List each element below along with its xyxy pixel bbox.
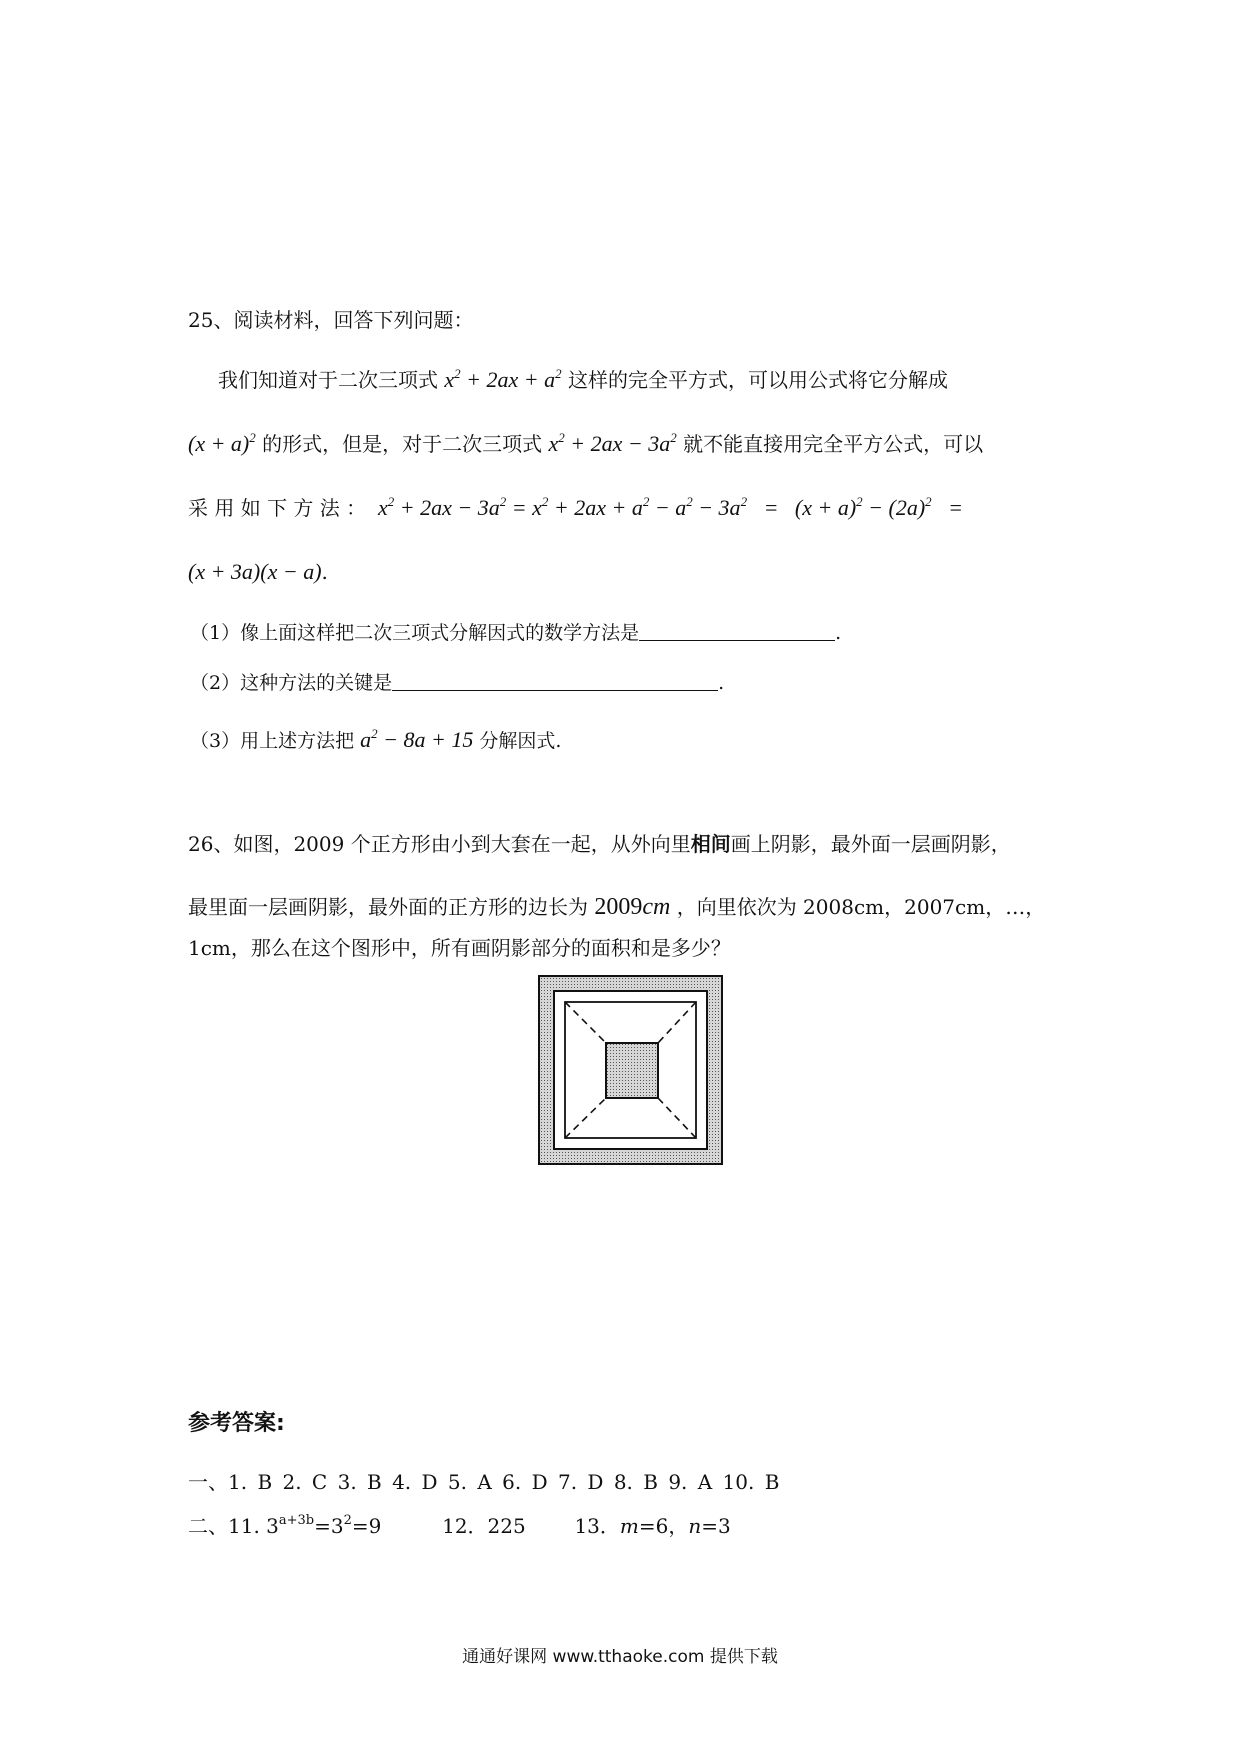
formula-method-steps: $x^2 + 2ax - 3a^2 = x^2 + 2ax + a^2 - a^2 - 3a^2 = (x + a)^2 - (2a)^2$ = <box>372 494 964 520</box>
answer-13-n-val: =3 <box>701 1514 731 1538</box>
q25-sub2-answer-blank[interactable] <box>392 668 718 691</box>
answers-heading: 参考答案: <box>188 1411 285 1436</box>
q25-p2-text-a: 的形式，但是，对于二次三项式 <box>262 432 543 456</box>
formula-perfect-square: $x^2 + 2ax + a^2$ <box>444 366 562 392</box>
answer-11-c: =9 <box>351 1514 382 1538</box>
q25-p4-period: . <box>321 560 328 584</box>
q25-sub3-text-b: 分解因式. <box>479 730 562 752</box>
answer-12: 12．225 <box>442 1514 526 1538</box>
q26-line1 <box>188 830 1011 858</box>
q26-line1-text-b: 画上阴影，最外面一层画阴影， <box>730 832 1011 856</box>
q25-title: 25、阅读材料，回答下列问题： <box>188 308 474 332</box>
q25-paragraph-line4 <box>188 558 328 586</box>
formula-exercise: $a^2 - 8a + 15$ <box>360 726 474 752</box>
q25-p1-text-b: 这样的完全平方式，可以用公式将它分解成 <box>567 368 948 392</box>
answer-11-a: 二、11. 3 <box>188 1514 279 1538</box>
q26-line2-text-a: 最里面一层画阴影，最外面的正方形的边长为 <box>188 895 588 919</box>
q25-sub3 <box>190 726 561 755</box>
q25-sub1 <box>190 618 841 647</box>
q25-sub1-period: . <box>835 622 842 644</box>
q25-paragraph-line2 <box>188 430 983 458</box>
q26-line1-bold: 相间 <box>690 832 731 856</box>
center-shaded-square <box>606 1043 658 1098</box>
q25-sub1-text: （1）像上面这样把二次三项式分解因式的数学方法是 <box>190 622 640 644</box>
answer-13-m: m <box>619 1514 639 1538</box>
answer-11-exp2: 2 <box>343 1513 352 1528</box>
q25-paragraph-line3 <box>188 494 963 522</box>
formula-factored: (x + 3a)(x − a) <box>188 559 322 584</box>
formula-square-form: $(x + a)^2$ <box>188 430 256 456</box>
answer-13-label: 13． <box>574 1514 620 1538</box>
footer-credit: 通通好课网 www.tthaoke.com 提供下载 <box>462 1647 778 1667</box>
answer-13-n: n <box>688 1514 702 1538</box>
answer-13-m-val: =6， <box>638 1514 689 1538</box>
q25-sub2-text: （2）这种方法的关键是 <box>190 672 393 694</box>
answers-row2 <box>188 1512 731 1540</box>
answers-row1: 一、1. B 2. C 3. B 4. D 5. A 6. D 7. D 8. B 9. A 10. B <box>188 1470 780 1494</box>
q26-line2 <box>188 893 1045 921</box>
q25-p3-text: 采 用 如 下 方 法 ： <box>188 496 367 520</box>
nested-squares-figure <box>538 975 723 1165</box>
answer-11-exp: a+3b <box>278 1513 315 1528</box>
q25-paragraph-line1 <box>218 366 948 394</box>
q25-sub3-text-a: （3）用上述方法把 <box>190 730 355 752</box>
q25-sub2 <box>190 668 724 697</box>
q25-p1-text-a: 我们知道对于二次三项式 <box>218 368 438 392</box>
q26-line3: 1cm，那么在这个图形中，所有画阴影部分的面积和是多少？ <box>188 936 731 960</box>
answer-11-b: =3 <box>314 1514 344 1538</box>
q26-line1-text-a: 26、如图，2009 个正方形由小到大套在一起，从外向里 <box>188 832 691 856</box>
q26-line2-text-b: ，向里依次为 2008cm，2007cm，…， <box>676 895 1046 919</box>
formula-trinomial: $x^2 + 2ax - 3a^2$ <box>548 430 677 456</box>
side-length-formula: 2009cm <box>594 894 671 920</box>
q25-p2-text-b: 就不能直接用完全平方公式，可以 <box>683 432 984 456</box>
q25-sub1-answer-blank[interactable] <box>639 618 835 641</box>
q25-sub2-period: . <box>718 672 725 694</box>
